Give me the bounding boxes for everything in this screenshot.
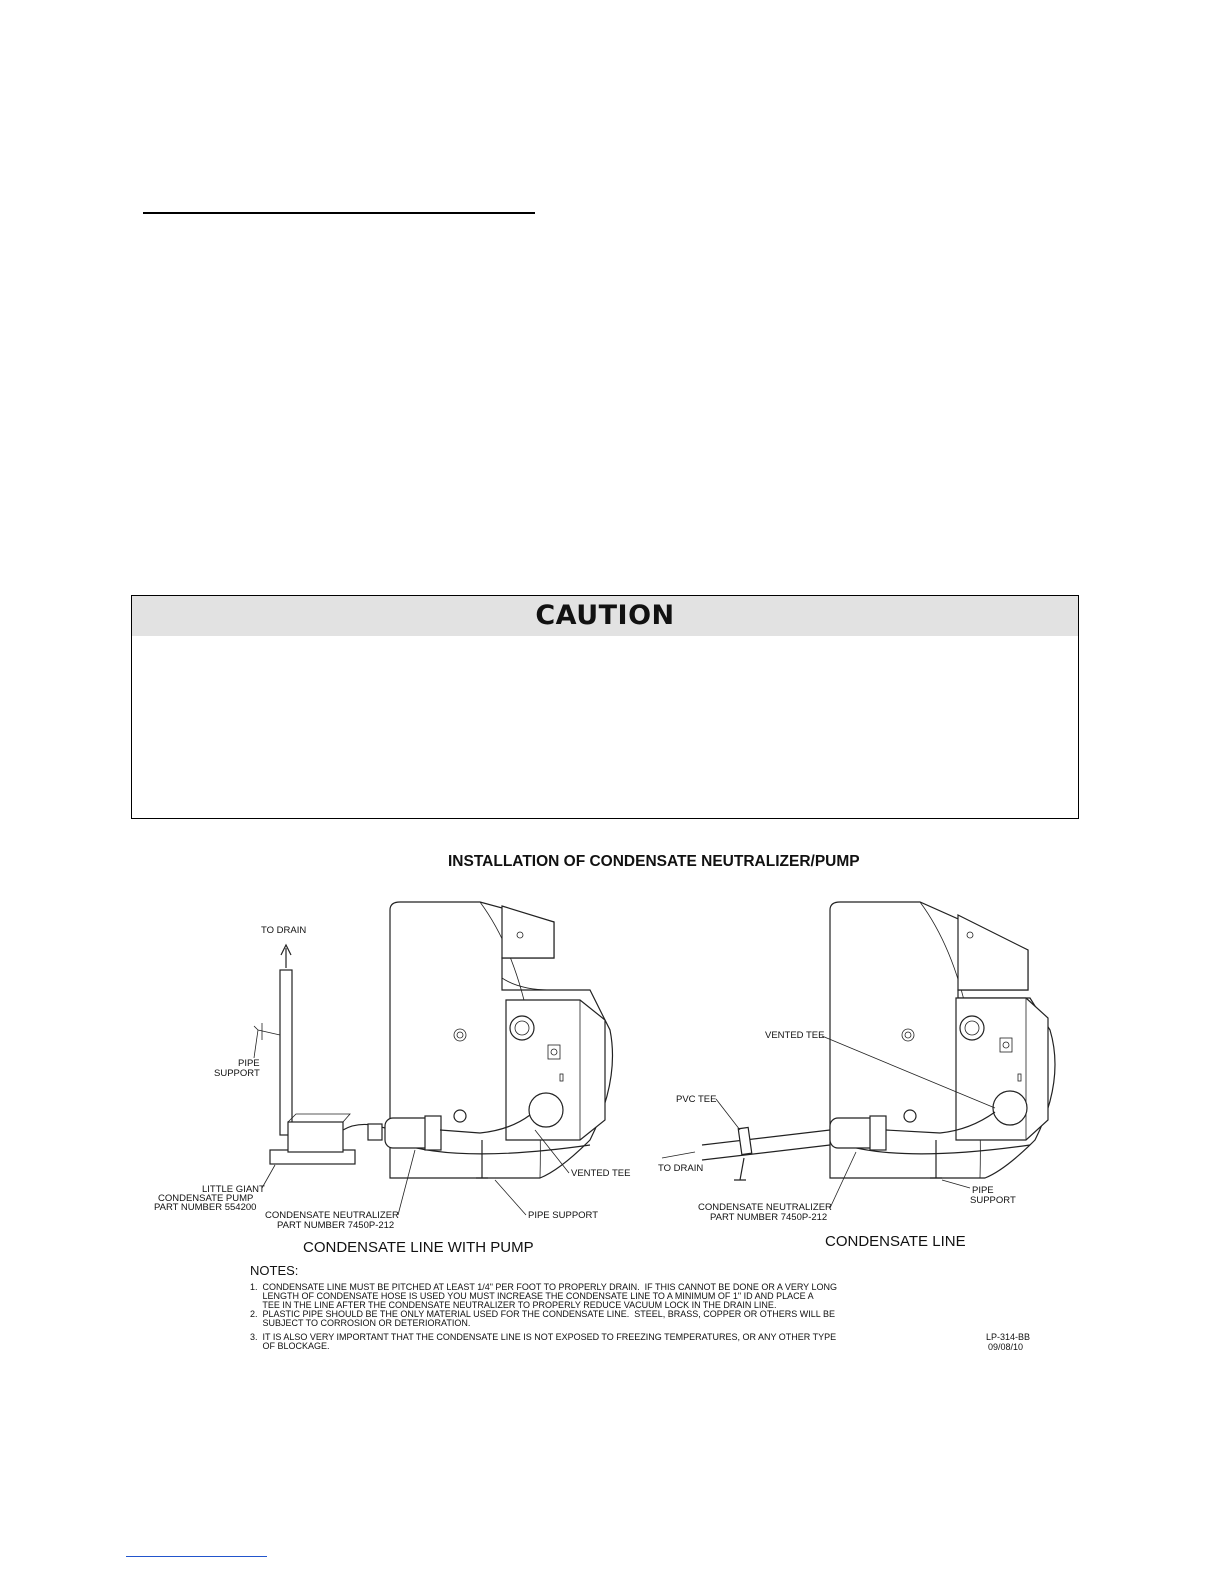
label-neutralizer-right-2: PART NUMBER 7450P-212 [710,1212,828,1223]
caution-box [131,595,1079,819]
footer-link-underline [126,1556,267,1557]
note-line: SUBJECT TO CORROSION OR DETERIORATION. [250,1318,471,1328]
label-neutralizer-right-1: CONDENSATE NEUTRALIZER [698,1202,832,1213]
caption-left: CONDENSATE LINE WITH PUMP [303,1239,534,1256]
label-to-drain-left: TO DRAIN [261,925,307,936]
label-support-left-a: SUPPORT [214,1068,260,1079]
note-line: LENGTH OF CONDENSATE HOSE IS USED YOU MUST INCREASE THE CONDENSATE LINE TO A MINIMUM OF 1" ID AND PLACE A [250,1291,814,1301]
label-pipe-right: PIPE [972,1185,994,1196]
label-pipe-left-a: PIPE [238,1058,260,1069]
label-pump-line2: CONDENSATE PUMP [158,1193,254,1204]
label-vented-tee-left: VENTED TEE [571,1168,631,1179]
note-line: 1. CONDENSATE LINE MUST BE PITCHED AT LEAST 1/4" PER FOOT TO PROPERLY DRAIN. IF THIS CANNOT BE DONE OR A VERY LONG [250,1282,838,1292]
label-pump-line3: PART NUMBER 554200 [154,1202,257,1213]
right-illustration [702,902,1055,1180]
label-pvc-tee: PVC TEE [676,1094,717,1105]
caution-heading: CAUTION [132,596,1078,636]
drawing-date: 09/08/10 [988,1342,1024,1352]
notes-heading: NOTES: [250,1263,299,1278]
label-neutralizer-left-2: PART NUMBER 7450P-212 [277,1220,395,1231]
notes-list [250,1282,837,1351]
installation-diagram [150,840,1080,1360]
label-pump-line1: LITTLE GIANT [202,1184,265,1195]
left-illustration [254,902,613,1178]
note-line: 2. PLASTIC PIPE SHOULD BE THE ONLY MATERIAL USED FOR THE CONDENSATE LINE. STEEL, BRASS, COPPER OR OTHERS WILL BE [250,1309,835,1319]
note-line: OF BLOCKAGE. [250,1341,330,1351]
label-pipe-support-left-b: PIPE SUPPORT [528,1210,599,1221]
section-heading-rule [143,212,535,214]
label-vented-tee-right: VENTED TEE [765,1030,825,1041]
figure-title: INSTALLATION OF CONDENSATE NEUTRALIZER/PUMP [448,853,860,870]
note-line: 3. IT IS ALSO VERY IMPORTANT THAT THE CONDENSATE LINE IS NOT EXPOSED TO FREEZING TEMPERATURES, OR ANY OTHER TYPE [250,1332,837,1342]
caption-right: CONDENSATE LINE [825,1233,966,1250]
drawing-number: LP-314-BB [986,1332,1031,1342]
label-support-right: SUPPORT [970,1195,1016,1206]
label-to-drain-right: TO DRAIN [658,1163,704,1174]
note-line: TEE IN THE LINE AFTER THE CONDENSATE NEUTRALIZER TO PROPERLY REDUCE VACUUM LOCK IN THE DRAIN LINE. [250,1300,777,1310]
installation-figure [150,840,1080,1360]
label-neutralizer-left-1: CONDENSATE NEUTRALIZER [265,1210,399,1221]
